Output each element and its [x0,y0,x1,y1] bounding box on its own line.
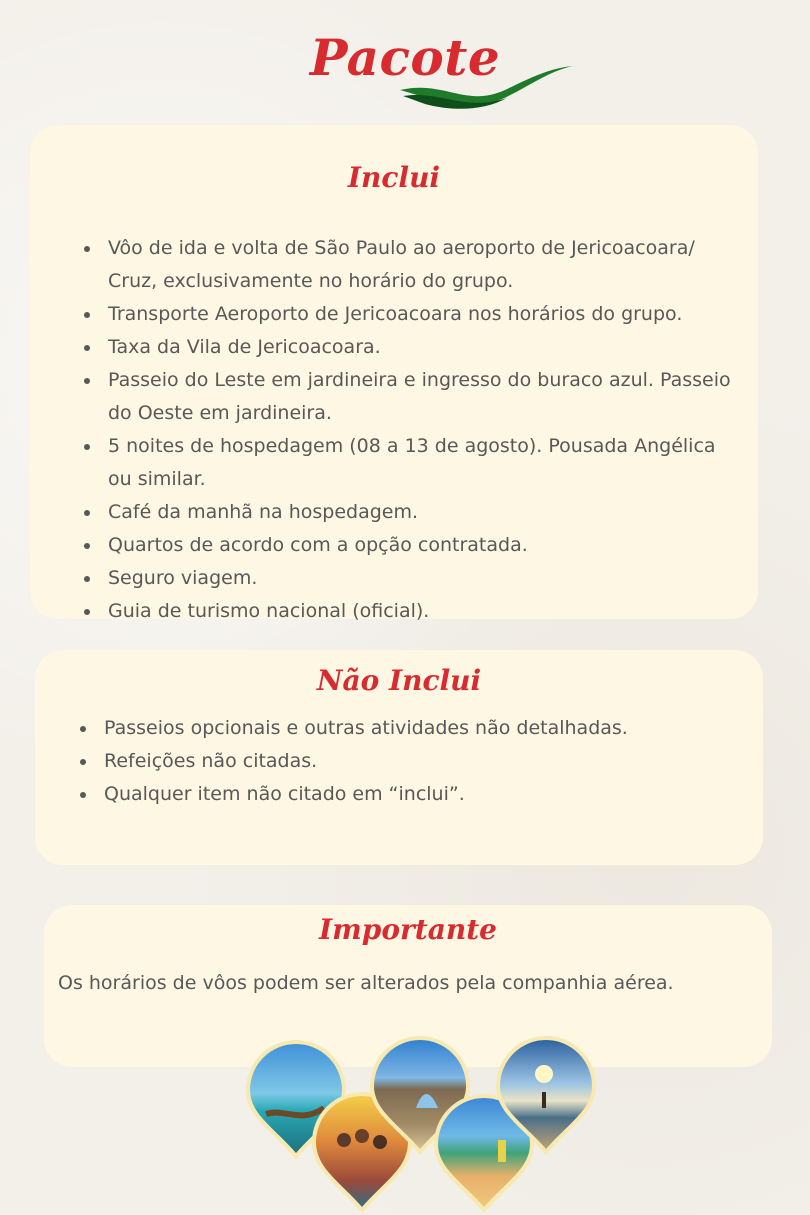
page-title: Pacote [309,28,501,87]
nao-inclui-title: Não Inclui [316,664,482,697]
nao-inclui-list [78,712,738,811]
importante-title: Importante [319,913,497,946]
inclui-list [82,232,742,628]
list-item: Café da manhã na hospedagem. [82,496,742,529]
list-item: Vôo de ida e volta de São Paulo ao aeroporto de Jericoacoara/ Cruz, exclusivamente no horário do grupo. [82,232,742,298]
importante-text: Os horários de vôos podem ser alterados pela companhia aérea. [58,972,674,994]
green-swoosh-decoration [395,60,575,116]
list-item: Passeios opcionais e outras atividades não detalhadas. [78,712,738,745]
inclui-title: Inclui [347,161,441,194]
list-item: Transporte Aeroporto de Jericoacoara nos horários do grupo. [82,298,742,331]
list-item: Taxa da Vila de Jericoacoara. [82,331,742,364]
sunset-beach-photo [494,1034,598,1156]
list-item: Seguro viagem. [82,562,742,595]
list-item: Quartos de acordo com a opção contratada. [82,529,742,562]
list-item: Guia de turismo nacional (oficial). [82,595,742,628]
list-item: Refeições não citadas. [78,745,738,778]
list-item: Passeio do Leste em jardineira e ingresso do buraco azul. Passeio do Oeste em jardineira. [82,364,742,430]
nao-inclui-card [35,650,763,865]
list-item: Qualquer item não citado em “inclui”. [78,778,738,811]
list-item: 5 noites de hospedagem (08 a 13 de agosto). Pousada Angélica ou similar. [82,430,742,496]
inclui-card [30,125,758,622]
